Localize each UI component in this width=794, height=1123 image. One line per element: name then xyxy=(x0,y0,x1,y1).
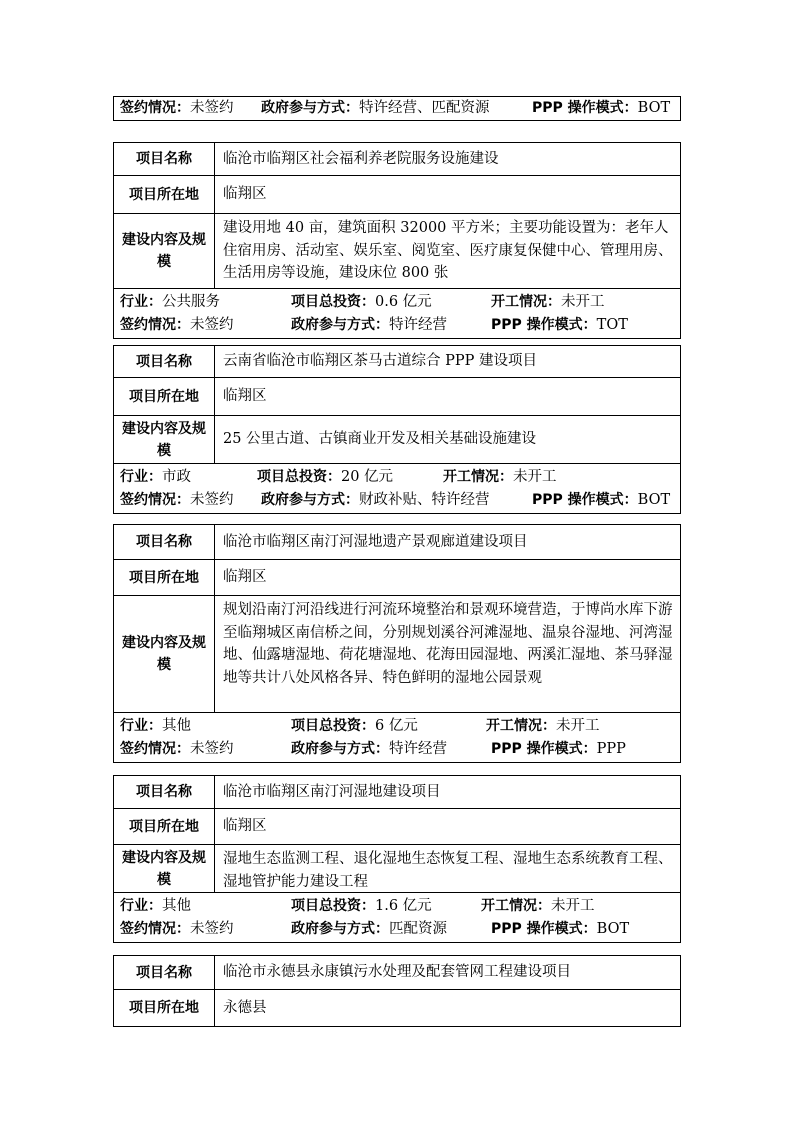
industry-label: 行业： xyxy=(120,469,162,485)
industry-value: 公共服务 xyxy=(162,294,220,310)
signing-label: 签约情况： xyxy=(120,920,190,937)
ppp-value: TOT xyxy=(596,316,628,333)
project-name-label: 项目名称 xyxy=(114,346,215,377)
investment-label: 项目总投资： xyxy=(257,469,341,485)
project-location-value: 临翔区 xyxy=(223,569,267,586)
gov-value: 匹配资源 xyxy=(389,920,447,937)
gov-label: 政府参与方式： xyxy=(261,491,359,508)
footer-line-signing xyxy=(120,314,676,337)
project-location-label: 项目所在地 xyxy=(114,990,215,1026)
signing-label: 签约情况： xyxy=(120,316,190,333)
project-content-label: 建设内容及规模 xyxy=(114,845,215,892)
investment-label: 项目总投资： xyxy=(291,294,375,310)
signing-value: 未签约 xyxy=(190,740,234,757)
gov-label: 政府参与方式： xyxy=(291,316,389,333)
project-name-label: 项目名称 xyxy=(114,956,215,989)
project-location-label: 项目所在地 xyxy=(114,378,215,415)
ppp-value: PPP xyxy=(596,740,626,757)
ppp-label: PPP 操作模式： xyxy=(491,740,597,757)
project-table-2 xyxy=(113,345,681,514)
row-project-location xyxy=(114,560,680,596)
project-location-label: 项目所在地 xyxy=(114,176,215,213)
project-location-label: 项目所在地 xyxy=(114,560,215,595)
start-label: 开工情况： xyxy=(481,898,551,914)
ppp-value: BOT xyxy=(596,920,630,937)
signing-value: 未签约 xyxy=(190,920,234,937)
footer-line-status xyxy=(120,466,676,489)
industry-value: 其他 xyxy=(162,718,191,734)
footer-line-status xyxy=(120,291,676,314)
project-content-value: 湿地生态监测工程、退化湿地生态恢复工程、湿地生态系统教育工程、湿地管护能力建设工程 xyxy=(223,851,673,890)
industry-value: 市政 xyxy=(162,469,191,485)
project-content-label: 建设内容及规模 xyxy=(114,596,215,712)
table-footer xyxy=(114,464,680,513)
project-name-value: 临沧市永德县永康镇污水处理及配套管网工程建设项目 xyxy=(223,964,571,981)
start-label: 开工情况： xyxy=(491,294,561,310)
row-project-location xyxy=(114,990,680,1026)
project-table-3 xyxy=(113,524,681,763)
row-project-content xyxy=(114,416,680,464)
project-content-value: 建设用地 40 亩，建筑面积 32000 平方米；主要功能设置为：老年人住宿用房、活动室、娱乐室、阅览室、医疗康复保健中心、管理用房、生活用房等设施，建设床位 800 张 xyxy=(223,220,673,281)
investment-value: 1.6 亿元 xyxy=(375,898,432,914)
table-footer xyxy=(114,893,680,942)
ppp-label: PPP 操作模式： xyxy=(532,100,638,116)
footer-line-signing xyxy=(120,97,676,120)
signing-label: 签约情况： xyxy=(120,100,190,116)
ppp-label: PPP 操作模式： xyxy=(491,920,597,937)
start-label: 开工情况： xyxy=(443,469,513,485)
investment-label: 项目总投资： xyxy=(291,718,375,734)
row-project-name xyxy=(114,776,680,809)
table-footer xyxy=(114,713,680,762)
project-table-1 xyxy=(113,142,681,339)
gov-value: 特许经营、匹配资源 xyxy=(359,100,490,116)
project-name-value: 临沧市临翔区南汀河湿地建设项目 xyxy=(223,783,441,800)
project-table-5 xyxy=(113,955,681,1027)
row-project-name xyxy=(114,956,680,990)
project-content-value: 规划沿南汀河沿线进行河流环境整治和景观环境营造，于博尚水库下游至临翔城区南信桥之间，分别规划溪谷河滩湿地、温泉谷湿地、河湾湿地、仙露塘湿地、荷花塘湿地、花海田园湿地、两溪汇湿地、茶马驿湿地等共计八处风格各异、特色鲜明的湿地公园景观 xyxy=(223,602,673,686)
project-table-4 xyxy=(113,775,681,943)
start-value: 未开工 xyxy=(556,718,600,734)
signing-value: 未签约 xyxy=(190,100,234,116)
industry-value: 其他 xyxy=(162,898,191,914)
project-name-label: 项目名称 xyxy=(114,525,215,559)
signing-label: 签约情况： xyxy=(120,491,190,508)
project-location-value: 临翔区 xyxy=(223,388,267,405)
gov-value: 特许经营 xyxy=(389,740,447,757)
project-name-value: 临沧市临翔区社会福利养老院服务设施建设 xyxy=(223,150,499,167)
investment-value: 0.6 亿元 xyxy=(375,294,432,310)
footer-line-signing xyxy=(120,738,676,761)
signing-label: 签约情况： xyxy=(120,740,190,757)
ppp-label: PPP 操作模式： xyxy=(532,491,638,508)
start-value: 未开工 xyxy=(513,469,557,485)
investment-value: 20 亿元 xyxy=(341,469,394,485)
project-content-value: 25 公里古道、古镇商业开发及相关基础设施建设 xyxy=(223,431,537,448)
industry-label: 行业： xyxy=(120,294,162,310)
row-project-location xyxy=(114,176,680,214)
table-footer xyxy=(114,289,680,338)
project-name-value: 云南省临沧市临翔区茶马古道综合 PPP 建设项目 xyxy=(223,353,537,370)
gov-value: 财政补贴、特许经营 xyxy=(359,491,490,508)
project-location-label: 项目所在地 xyxy=(114,809,215,844)
start-label: 开工情况： xyxy=(486,718,556,734)
signing-value: 未签约 xyxy=(190,316,234,333)
gov-label: 政府参与方式： xyxy=(291,740,389,757)
gov-label: 政府参与方式： xyxy=(261,100,359,116)
row-project-location xyxy=(114,809,680,845)
project-location-value: 永德县 xyxy=(223,999,267,1016)
project-table-fragment xyxy=(113,96,681,121)
industry-label: 行业： xyxy=(120,718,162,734)
signing-value: 未签约 xyxy=(190,491,234,508)
footer-line-status xyxy=(120,895,676,918)
row-project-name xyxy=(114,525,680,560)
project-content-label: 建设内容及规模 xyxy=(114,214,215,288)
project-name-label: 项目名称 xyxy=(114,776,215,808)
ppp-value: BOT xyxy=(637,100,671,116)
footer-line-signing xyxy=(120,489,676,512)
investment-value: 6 亿元 xyxy=(375,718,418,734)
project-name-value: 临沧市临翔区南汀河湿地遗产景观廊道建设项目 xyxy=(223,533,528,550)
table-footer xyxy=(114,97,680,120)
project-content-label: 建设内容及规模 xyxy=(114,416,215,463)
row-project-location xyxy=(114,378,680,416)
project-location-value: 临翔区 xyxy=(223,818,267,835)
row-project-name xyxy=(114,346,680,378)
start-value: 未开工 xyxy=(561,294,605,310)
footer-line-signing xyxy=(120,918,676,941)
project-name-label: 项目名称 xyxy=(114,143,215,175)
gov-value: 特许经营 xyxy=(389,316,447,333)
row-project-content xyxy=(114,596,680,713)
row-project-content xyxy=(114,845,680,893)
row-project-content xyxy=(114,214,680,289)
gov-label: 政府参与方式： xyxy=(291,920,389,937)
industry-label: 行业： xyxy=(120,898,162,914)
ppp-value: BOT xyxy=(637,491,671,508)
ppp-label: PPP 操作模式： xyxy=(491,316,597,333)
start-value: 未开工 xyxy=(551,898,595,914)
investment-label: 项目总投资： xyxy=(291,898,375,914)
row-project-name xyxy=(114,143,680,176)
project-location-value: 临翔区 xyxy=(223,186,267,203)
footer-line-status xyxy=(120,715,676,738)
